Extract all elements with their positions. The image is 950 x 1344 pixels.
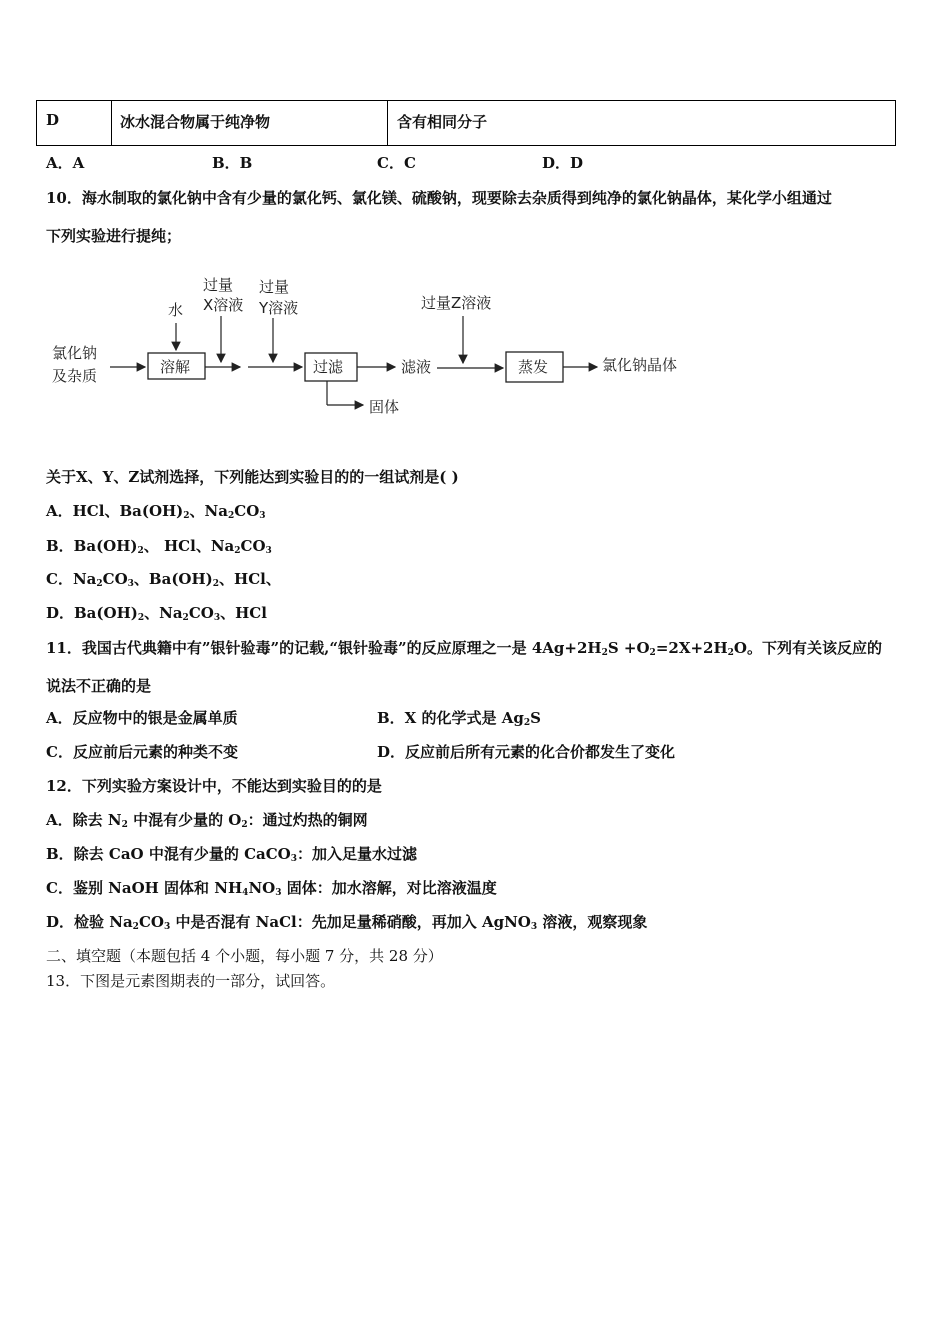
q11-option-c: C．反应前后元素的种类不变 (46, 743, 238, 761)
q12-stem: 12．下列实验方案设计中，不能达到实验目的的是 (46, 777, 382, 795)
section-heading: 二、填空题（本题包括 4 个小题，每小题 7 分，共 28 分） (46, 947, 443, 965)
q11-option-d: D．反应前后所有元素的化合价都发生了变化 (377, 743, 676, 761)
input-label-1: 氯化钠 (52, 344, 98, 362)
y-label-1: 过量 (259, 278, 290, 296)
q9-option-a: A．A (46, 154, 85, 172)
cell-text: D (46, 111, 60, 129)
q10-question: 关于X、Y、Z试剂选择，下列能达到实验目的的一组试剂是( ) (46, 468, 459, 486)
flow-diagram (0, 260, 950, 430)
q12-option-c: C．鉴别 NaOH 固体和 $NH_4NO_3$ 固体：加水溶解，对比溶液温度 (46, 879, 497, 898)
q10-option-c: C．$Na_2CO_3$、$Ba(OH)_2$、HCl、 (46, 570, 281, 589)
q12-option-a: A．除去 $N_2$ 中混有少量的 $O_2$：通过灼热的铜网 (46, 811, 368, 830)
x-label-1: 过量 (203, 276, 234, 294)
cell-explanation: 含有相同分子 (397, 113, 488, 131)
q10-option-b: B．$Ba(OH)_2$、 HCl、$Na_2CO_3$ (46, 537, 272, 556)
product-label: 氯化钠晶体 (602, 356, 678, 374)
solid-label: 固体 (369, 398, 400, 416)
table-cell-option (37, 101, 112, 145)
y-label-2: Y溶液 (259, 299, 299, 317)
q10-option-a: A．HCl、$Ba(OH)_2$、$Na_2CO_3$ (46, 502, 266, 521)
evaporate-label: 蒸发 (518, 358, 549, 376)
q10-stem-line1: 10．海水制取的氯化钠中含有少量的氯化钙、氯化镁、硫酸钠，现要除去杂质得到纯净的氯化钠晶体，某化学小组通过 (46, 189, 832, 207)
q11-stem-line2: 说法不正确的是 (46, 677, 152, 695)
q12-option-b: B．除去 CaO 中混有少量的 CaCO$_3$：加入足量水过滤 (46, 845, 418, 864)
x-label-2: X溶液 (203, 296, 244, 314)
q9-option-c: C．C (377, 154, 416, 172)
dissolve-label: 溶解 (160, 358, 191, 376)
q11-stem-line1: 11．我国古代典籍中有”银针验毒”的记载,“银针验毒”的反应原理之一是 $4Ag+2H_2S +O_2=2X+2H_2O$。下列有关该反应的 (46, 639, 882, 658)
q11-option-a: A．反应物中的银是金属单质 (46, 709, 238, 727)
filter-label: 过滤 (313, 358, 344, 376)
table-cell-statement (111, 101, 388, 145)
q11-stem-text: 11．我国古代典籍中有”银针验毒”的记载,“银针验毒”的反应原理之一是 4Ag+2H (46, 639, 602, 657)
q9-option-b: B．B (212, 154, 253, 172)
z-label: 过量Z溶液 (421, 294, 492, 312)
q10-stem-line2: 下列实验进行提纯； (46, 227, 182, 245)
q10-option-d: D．$Ba(OH)_2$、$Na_2CO_3$、HCl (46, 604, 267, 623)
input-label-2: 及杂质 (52, 367, 98, 385)
q11-option-b: B．X 的化学式是 $Ag_2S$ (377, 709, 541, 728)
q13-stem: 13．下图是元素图期表的一部分，试回答。 (46, 972, 336, 990)
q12-option-d: D．检验 $Na_2CO_3$ 中是否混有 NaCl：先加足量稀硝酸，再加入 AgNO$_3$ 溶液，观察现象 (46, 913, 648, 932)
q9-option-d: D．D (542, 154, 584, 172)
water-label: 水 (168, 301, 184, 319)
answer-table-row (36, 100, 896, 146)
cell-text: 冰水混合物属于纯净物 (120, 113, 271, 131)
filtrate-label: 滤液 (401, 358, 432, 376)
